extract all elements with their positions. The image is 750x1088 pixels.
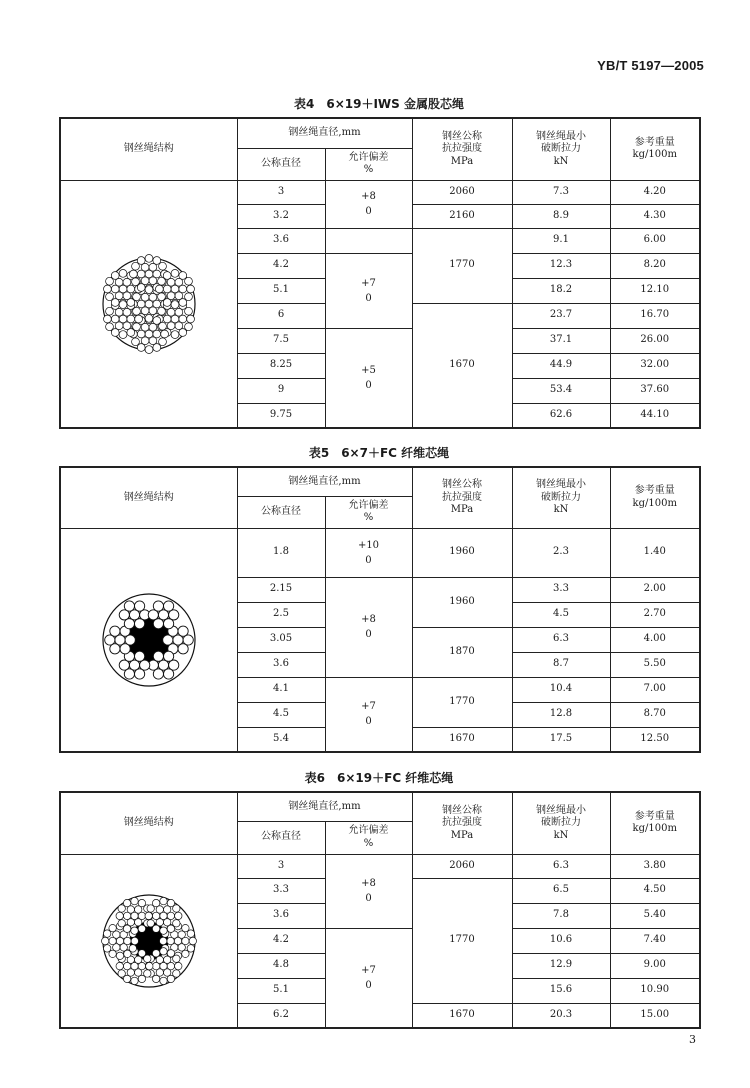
table4	[59, 117, 701, 429]
rope-cross-section-figure	[60, 854, 237, 1028]
reference-weight: 2.00	[610, 577, 700, 602]
reference-weight: 7.40	[610, 928, 700, 953]
breaking-force: 3.3	[512, 577, 610, 602]
nominal-diameter: 9	[237, 378, 325, 403]
table-header-row	[60, 792, 700, 821]
table4-caption: 表4 6×19＋IWS 金属股芯绳	[294, 97, 464, 111]
nominal-diameter: 3.05	[237, 627, 325, 652]
nominal-diameter: 4.2	[237, 253, 325, 278]
breaking-force: 7.3	[512, 180, 610, 204]
breaking-force: 7.8	[512, 903, 610, 928]
reference-weight: 4.50	[610, 878, 700, 903]
weight-header: 参考重量 kg/100m	[610, 792, 700, 854]
force-header: 钢丝绳最小 破断拉力 kN	[512, 467, 610, 528]
reference-weight: 44.10	[610, 403, 700, 428]
nominal-diameter: 4.2	[237, 928, 325, 953]
nominal-diameter: 4.8	[237, 953, 325, 978]
structure-header: 钢丝绳结构	[60, 792, 237, 854]
reference-weight: 8.20	[610, 253, 700, 278]
table-header-row	[60, 118, 700, 148]
nominal-diameter: 8.25	[237, 353, 325, 378]
breaking-force: 9.1	[512, 228, 610, 253]
reference-weight: 37.60	[610, 378, 700, 403]
reference-weight: 2.70	[610, 602, 700, 627]
breaking-force: 6.5	[512, 878, 610, 903]
breaking-force: 12.9	[512, 953, 610, 978]
breaking-force: 20.3	[512, 1003, 610, 1028]
weight-header: 参考重量 kg/100m	[610, 118, 700, 180]
table-row	[60, 528, 700, 577]
tensile-strength: 1670	[412, 303, 512, 428]
tensile-strength: 1770	[412, 878, 512, 1003]
breaking-force: 4.5	[512, 602, 610, 627]
tensile-strength: 2060	[412, 854, 512, 878]
tensile-strength: 1670	[412, 1003, 512, 1028]
nominal-diameter: 3	[237, 180, 325, 204]
table6	[59, 791, 701, 1029]
reference-weight: 32.00	[610, 353, 700, 378]
table-header-row	[60, 467, 700, 496]
breaking-force: 17.5	[512, 727, 610, 752]
breaking-force: 8.9	[512, 204, 610, 228]
reference-weight: 4.30	[610, 204, 700, 228]
tensile-strength: 1770	[412, 228, 512, 303]
strength-header: 钢丝公称 抗拉强度 MPa	[412, 467, 512, 528]
structure-header: 钢丝绳结构	[60, 467, 237, 528]
tolerance-header: 允许偏差 %	[325, 496, 412, 528]
tensile-strength: 1770	[412, 677, 512, 727]
nominal-diameter: 3.2	[237, 204, 325, 228]
breaking-force: 37.1	[512, 328, 610, 353]
reference-weight: 26.00	[610, 328, 700, 353]
nominal-diameter: 5.1	[237, 978, 325, 1003]
breaking-force: 12.3	[512, 253, 610, 278]
tolerance-cell: +7 0	[325, 928, 412, 1028]
breaking-force: 10.6	[512, 928, 610, 953]
breaking-force: 23.7	[512, 303, 610, 328]
reference-weight: 8.70	[610, 702, 700, 727]
table-row	[60, 180, 700, 204]
nominal-diameter: 3.6	[237, 903, 325, 928]
structure-header: 钢丝绳结构	[60, 118, 237, 180]
reference-weight: 4.00	[610, 627, 700, 652]
breaking-force: 62.6	[512, 403, 610, 428]
breaking-force: 2.3	[512, 528, 610, 577]
page-number: 3	[689, 1033, 696, 1046]
tolerance-header: 允许偏差 %	[325, 148, 412, 180]
nominal-diameter: 3.6	[237, 228, 325, 253]
breaking-force: 10.4	[512, 677, 610, 702]
rope-cross-section-figure	[60, 528, 237, 752]
weight-header: 参考重量 kg/100m	[610, 467, 700, 528]
reference-weight: 7.00	[610, 677, 700, 702]
reference-weight: 15.00	[610, 1003, 700, 1028]
nominal-header: 公称直径	[237, 148, 325, 180]
strength-header: 钢丝公称 抗拉强度 MPa	[412, 118, 512, 180]
nominal-diameter: 4.1	[237, 677, 325, 702]
table6-caption: 表6 6×19＋FC 纤维芯绳	[304, 771, 454, 785]
tensile-strength: 2160	[412, 204, 512, 228]
breaking-force: 6.3	[512, 627, 610, 652]
force-header: 钢丝绳最小 破断拉力 kN	[512, 118, 610, 180]
nominal-diameter: 9.75	[237, 403, 325, 428]
reference-weight: 1.40	[610, 528, 700, 577]
nominal-diameter: 5.4	[237, 727, 325, 752]
breaking-force: 53.4	[512, 378, 610, 403]
nominal-diameter: 6.2	[237, 1003, 325, 1028]
diameter-header: 钢丝绳直径,mm	[237, 118, 412, 148]
tensile-strength: 1960	[412, 577, 512, 627]
nominal-diameter: 4.5	[237, 702, 325, 727]
diameter-header: 钢丝绳直径,mm	[237, 792, 412, 821]
nominal-diameter: 3	[237, 854, 325, 878]
tolerance-cell: +10 0	[325, 528, 412, 577]
breaking-force: 12.8	[512, 702, 610, 727]
tolerance-cell: +8 0	[325, 180, 412, 228]
nominal-diameter: 1.8	[237, 528, 325, 577]
tolerance-cell: +7 0	[325, 677, 412, 752]
nominal-diameter: 6	[237, 303, 325, 328]
reference-weight: 10.90	[610, 978, 700, 1003]
rope-cross-section-figure	[60, 180, 237, 428]
breaking-force: 8.7	[512, 652, 610, 677]
table-row	[60, 854, 700, 878]
tolerance-cell: +5 0	[325, 328, 412, 428]
breaking-force: 15.6	[512, 978, 610, 1003]
nominal-header: 公称直径	[237, 821, 325, 854]
tolerance-blank	[325, 228, 412, 253]
reference-weight: 4.20	[610, 180, 700, 204]
nominal-diameter: 3.3	[237, 878, 325, 903]
tolerance-header: 允许偏差 %	[325, 821, 412, 854]
nominal-diameter: 7.5	[237, 328, 325, 353]
nominal-header: 公称直径	[237, 496, 325, 528]
reference-weight: 16.70	[610, 303, 700, 328]
breaking-force: 18.2	[512, 278, 610, 303]
nominal-diameter: 5.1	[237, 278, 325, 303]
table5	[59, 466, 701, 753]
tolerance-cell: +8 0	[325, 577, 412, 677]
reference-weight: 12.10	[610, 278, 700, 303]
tensile-strength: 1960	[412, 528, 512, 577]
reference-weight: 12.50	[610, 727, 700, 752]
breaking-force: 44.9	[512, 353, 610, 378]
force-header: 钢丝绳最小 破断拉力 kN	[512, 792, 610, 854]
tolerance-cell: +7 0	[325, 253, 412, 328]
nominal-diameter: 2.5	[237, 602, 325, 627]
reference-weight: 5.50	[610, 652, 700, 677]
reference-weight: 3.80	[610, 854, 700, 878]
tolerance-cell: +8 0	[325, 854, 412, 928]
breaking-force: 6.3	[512, 854, 610, 878]
tensile-strength: 1670	[412, 727, 512, 752]
diameter-header: 钢丝绳直径,mm	[237, 467, 412, 496]
nominal-diameter: 3.6	[237, 652, 325, 677]
standard-code: YB/T 5197—2005	[597, 58, 704, 73]
table5-caption: 表5 6×7＋FC 纤维芯绳	[308, 446, 450, 460]
reference-weight: 6.00	[610, 228, 700, 253]
tensile-strength: 1870	[412, 627, 512, 677]
reference-weight: 9.00	[610, 953, 700, 978]
strength-header: 钢丝公称 抗拉强度 MPa	[412, 792, 512, 854]
reference-weight: 5.40	[610, 903, 700, 928]
tensile-strength: 2060	[412, 180, 512, 204]
nominal-diameter: 2.15	[237, 577, 325, 602]
